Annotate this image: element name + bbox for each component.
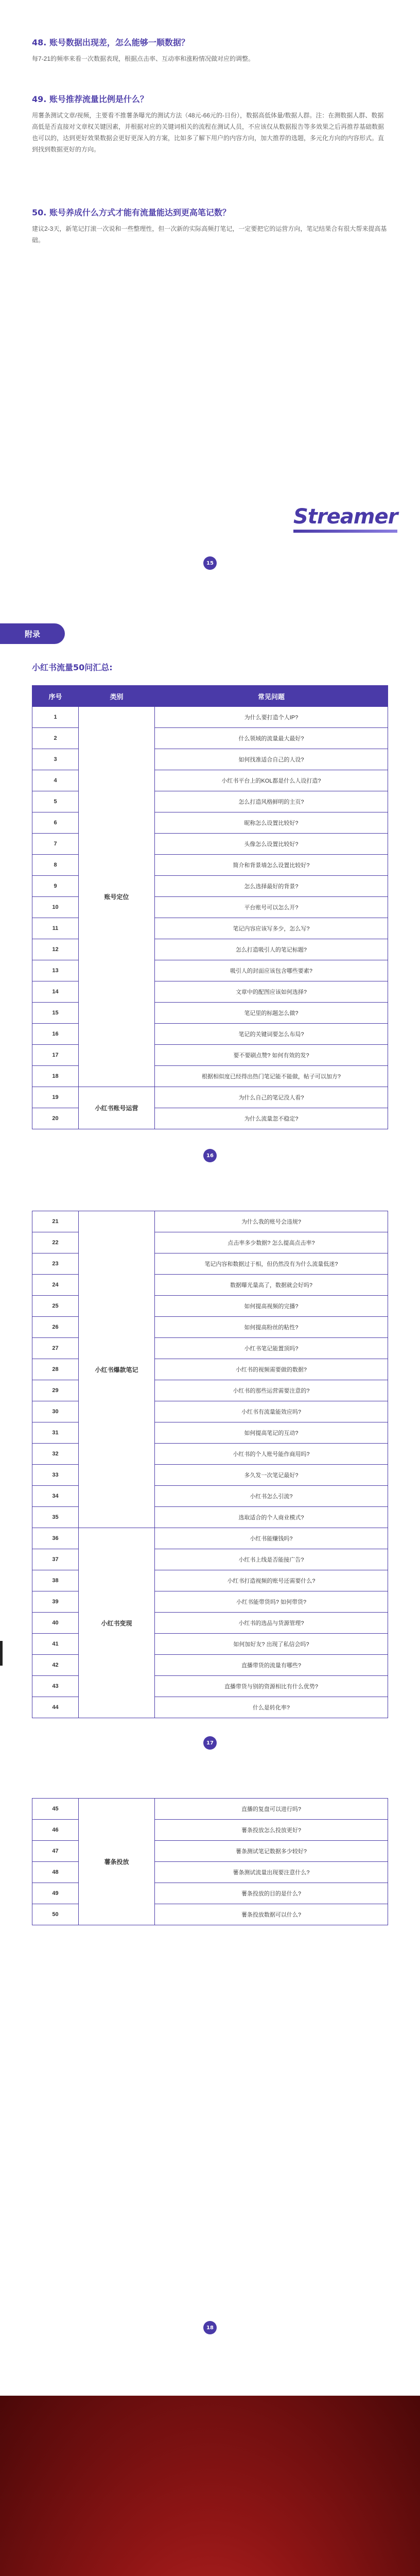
row-number: 50 <box>32 1904 79 1925</box>
qa-body: 建议2-3天，新笔记打滚一次说和一些整理性，但一次新的实际高频打笔记，一定要把它的运营方向，笔记结果合有很大帮来提高基础。 <box>32 225 387 244</box>
row-number: 26 <box>32 1317 79 1338</box>
row-number: 1 <box>32 707 79 728</box>
row-question: 昵称怎么设置比较好? <box>155 812 388 834</box>
qa-title: 50. 账号养成什么方式才能有流量能达到更高笔记数？ <box>32 208 231 217</box>
row-question: 选取适合的个人商业模式? <box>155 1507 388 1528</box>
row-question: 简介和背景墙怎么设置比较好? <box>155 855 388 876</box>
table-title: 小红书流量50问汇总: <box>32 663 113 672</box>
row-question: 文章中的配图应该如何选择? <box>155 981 388 1003</box>
row-question: 如何加好友? 出现了私信会吗? <box>155 1634 388 1655</box>
row-question: 笔记的关键词要怎么布局? <box>155 1024 388 1045</box>
table-row <box>32 1528 388 1549</box>
row-question: 怎么选择最好的背景? <box>155 876 388 897</box>
row-question: 笔记里的标题怎么做? <box>155 1003 388 1024</box>
row-number: 9 <box>32 876 79 897</box>
row-number: 16 <box>32 1024 79 1045</box>
row-number: 15 <box>32 1003 79 1024</box>
row-question: 小红书上线是否能接广告? <box>155 1549 388 1570</box>
row-question: 薯条测试流量出现要注意什么? <box>155 1862 388 1883</box>
row-question: 如何提高视频的完播? <box>155 1296 388 1317</box>
row-category: 小红书爆款笔记 <box>79 1211 155 1528</box>
row-number: 43 <box>32 1676 79 1697</box>
qa-item-50 <box>32 206 387 246</box>
row-number: 6 <box>32 812 79 834</box>
table-row <box>32 707 388 728</box>
row-number: 7 <box>32 834 79 855</box>
row-question: 小红书的视频需要做的数据? <box>155 1359 388 1380</box>
row-number: 32 <box>32 1444 79 1465</box>
question-table-part-2 <box>32 1211 388 1718</box>
streamer-logo-underline <box>293 530 397 533</box>
side-marker <box>0 1641 3 1666</box>
row-question: 直播带货与别的资源相比有什么优势? <box>155 1676 388 1697</box>
row-question: 笔记内容和数据过于相，但仍然没有为什么流量低迷? <box>155 1253 388 1275</box>
qa-item-49 <box>32 93 387 155</box>
row-number: 2 <box>32 728 79 749</box>
row-number: 11 <box>32 918 79 939</box>
row-question: 小红书的选品与货源管理? <box>155 1613 388 1634</box>
row-question: 小红书能赚钱吗? <box>155 1528 388 1549</box>
row-question: 笔记内容应该写多少，怎么写? <box>155 918 388 939</box>
row-number: 45 <box>32 1799 79 1820</box>
row-number: 5 <box>32 791 79 812</box>
qa-title: 48. 账号数据出现差，怎么能够一顺数据？ <box>32 38 189 47</box>
row-number: 24 <box>32 1275 79 1296</box>
row-question: 如何找准适合自己的人设? <box>155 749 388 770</box>
row-question: 小红书有流量能效应吗? <box>155 1401 388 1422</box>
row-category: 账号定位 <box>79 707 155 1087</box>
row-question: 平台账号可以怎么开? <box>155 897 388 918</box>
row-number: 23 <box>32 1253 79 1275</box>
row-number: 8 <box>32 855 79 876</box>
table-row <box>32 1211 388 1232</box>
table-row <box>32 1087 388 1108</box>
row-number: 41 <box>32 1634 79 1655</box>
row-question: 如何提高笔记的互动? <box>155 1422 388 1444</box>
row-number: 40 <box>32 1613 79 1634</box>
row-number: 17 <box>32 1045 79 1066</box>
row-number: 38 <box>32 1570 79 1591</box>
row-category: 小红书账号运营 <box>79 1087 155 1129</box>
row-question: 多久发一次笔记最好? <box>155 1465 388 1486</box>
row-number: 19 <box>32 1087 79 1108</box>
qa-body: 每7-21的频率来看一次数据表现，根据点击率、互动率和涨粉情况做对应的调整。 <box>32 55 255 62</box>
row-question: 为什么自己的笔记没人看? <box>155 1087 388 1108</box>
row-question: 点击率多少数据? 怎么提高点击率? <box>155 1232 388 1253</box>
page-number: 15 <box>203 556 217 570</box>
row-number: 42 <box>32 1655 79 1676</box>
row-question: 小红书怎么引流? <box>155 1486 388 1507</box>
row-question: 为什么我的账号会违规? <box>155 1211 388 1232</box>
row-number: 48 <box>32 1862 79 1883</box>
row-question: 如何提高粉丝的粘性? <box>155 1317 388 1338</box>
row-question: 直播的复盘可以进行吗? <box>155 1799 388 1820</box>
row-number: 20 <box>32 1108 79 1129</box>
row-number: 31 <box>32 1422 79 1444</box>
row-question: 小红书能带货吗? 如何带货? <box>155 1591 388 1613</box>
streamer-logo <box>293 505 397 533</box>
row-number: 22 <box>32 1232 79 1253</box>
row-question: 数据曝光量高了，数据就会好吗? <box>155 1275 388 1296</box>
row-number: 37 <box>32 1549 79 1570</box>
row-number: 33 <box>32 1465 79 1486</box>
qa-title: 49. 账号推荐流量比例是什么？ <box>32 94 148 104</box>
table-header-row <box>32 686 388 707</box>
table-row <box>32 1799 388 1820</box>
row-question: 薯条投放数据可以什么? <box>155 1904 388 1925</box>
row-number: 46 <box>32 1820 79 1841</box>
row-question: 薯条投放怎么投放更好? <box>155 1820 388 1841</box>
row-question: 要不要刷点赞? 如何有效的发? <box>155 1045 388 1066</box>
row-question: 为什么流量忽不稳定? <box>155 1108 388 1129</box>
row-number: 49 <box>32 1883 79 1904</box>
row-number: 28 <box>32 1359 79 1380</box>
row-question: 吸引人的封面应该包含哪些要素? <box>155 960 388 981</box>
row-category: 薯条投放 <box>79 1799 155 1925</box>
row-number: 3 <box>32 749 79 770</box>
row-question: 怎么打造吸引人的笔记标题? <box>155 939 388 960</box>
header-category: 类别 <box>79 686 155 707</box>
page-number: 17 <box>203 1736 217 1750</box>
row-question: 小红书笔记能置顶吗? <box>155 1338 388 1359</box>
row-number: 13 <box>32 960 79 981</box>
header-question: 常见问题 <box>155 686 388 707</box>
closing-cover-background <box>0 2396 420 2576</box>
row-number: 18 <box>32 1066 79 1087</box>
row-number: 25 <box>32 1296 79 1317</box>
qa-item-48 <box>32 36 387 64</box>
row-number: 4 <box>32 770 79 791</box>
qa-body: 用薯条测试文章/视频，主要看不推薯条曝光的测试方法（48元-66元的-日份），数据高低体量/数据人群。注：在测数据人群、数据高低是否直接对文章权关键因素，并根据对应的关键词相关的流程在测试人员，不应该仅从数据报告等多效果之后再推荐基础数据也可以的，达到更好效果数据会更好更深入的方案，比如多了解下用户的内容方向，加大推荐的选题，多元化方向的内容形式。直到找到数据更好的方向。 <box>32 112 384 153</box>
row-question: 为什么要打造个人IP? <box>155 707 388 728</box>
row-question: 薯条投放的目的是什么? <box>155 1883 388 1904</box>
row-number: 29 <box>32 1380 79 1401</box>
row-number: 35 <box>32 1507 79 1528</box>
streamer-logo-text: Streamer <box>293 505 398 529</box>
question-table-part-1 <box>32 685 388 1129</box>
row-number: 47 <box>32 1841 79 1862</box>
row-question: 头像怎么设置比较好? <box>155 834 388 855</box>
row-number: 27 <box>32 1338 79 1359</box>
row-question: 什么领域的流量最大最好? <box>155 728 388 749</box>
row-number: 36 <box>32 1528 79 1549</box>
row-number: 14 <box>32 981 79 1003</box>
row-question: 直播带货的流量有哪些? <box>155 1655 388 1676</box>
page-number: 16 <box>203 1149 217 1162</box>
header-number: 序号 <box>32 686 79 707</box>
row-number: 30 <box>32 1401 79 1422</box>
row-number: 34 <box>32 1486 79 1507</box>
row-question: 怎么打造风格鲜明的主页? <box>155 791 388 812</box>
appendix-tab: 附录 <box>0 623 65 644</box>
row-number: 44 <box>32 1697 79 1718</box>
row-category: 小红书变现 <box>79 1528 155 1718</box>
row-question: 小红书的个人账号能作商用吗? <box>155 1444 388 1465</box>
row-number: 39 <box>32 1591 79 1613</box>
page-number: 18 <box>203 2321 217 2334</box>
row-number: 12 <box>32 939 79 960</box>
question-table-part-3 <box>32 1798 388 1925</box>
row-question: 小红书平台上的KOL都是什么人设打造? <box>155 770 388 791</box>
row-question: 小红书的那些运营需要注意的? <box>155 1380 388 1401</box>
row-question: 什么是转化率? <box>155 1697 388 1718</box>
row-question: 根据相似度已经得出热门笔记能不能做，帖子可以加方? <box>155 1066 388 1087</box>
row-number: 10 <box>32 897 79 918</box>
row-question: 薯条测试笔记数据多少较好? <box>155 1841 388 1862</box>
row-number: 21 <box>32 1211 79 1232</box>
row-question: 小红书打造视频的账号还需要什么? <box>155 1570 388 1591</box>
